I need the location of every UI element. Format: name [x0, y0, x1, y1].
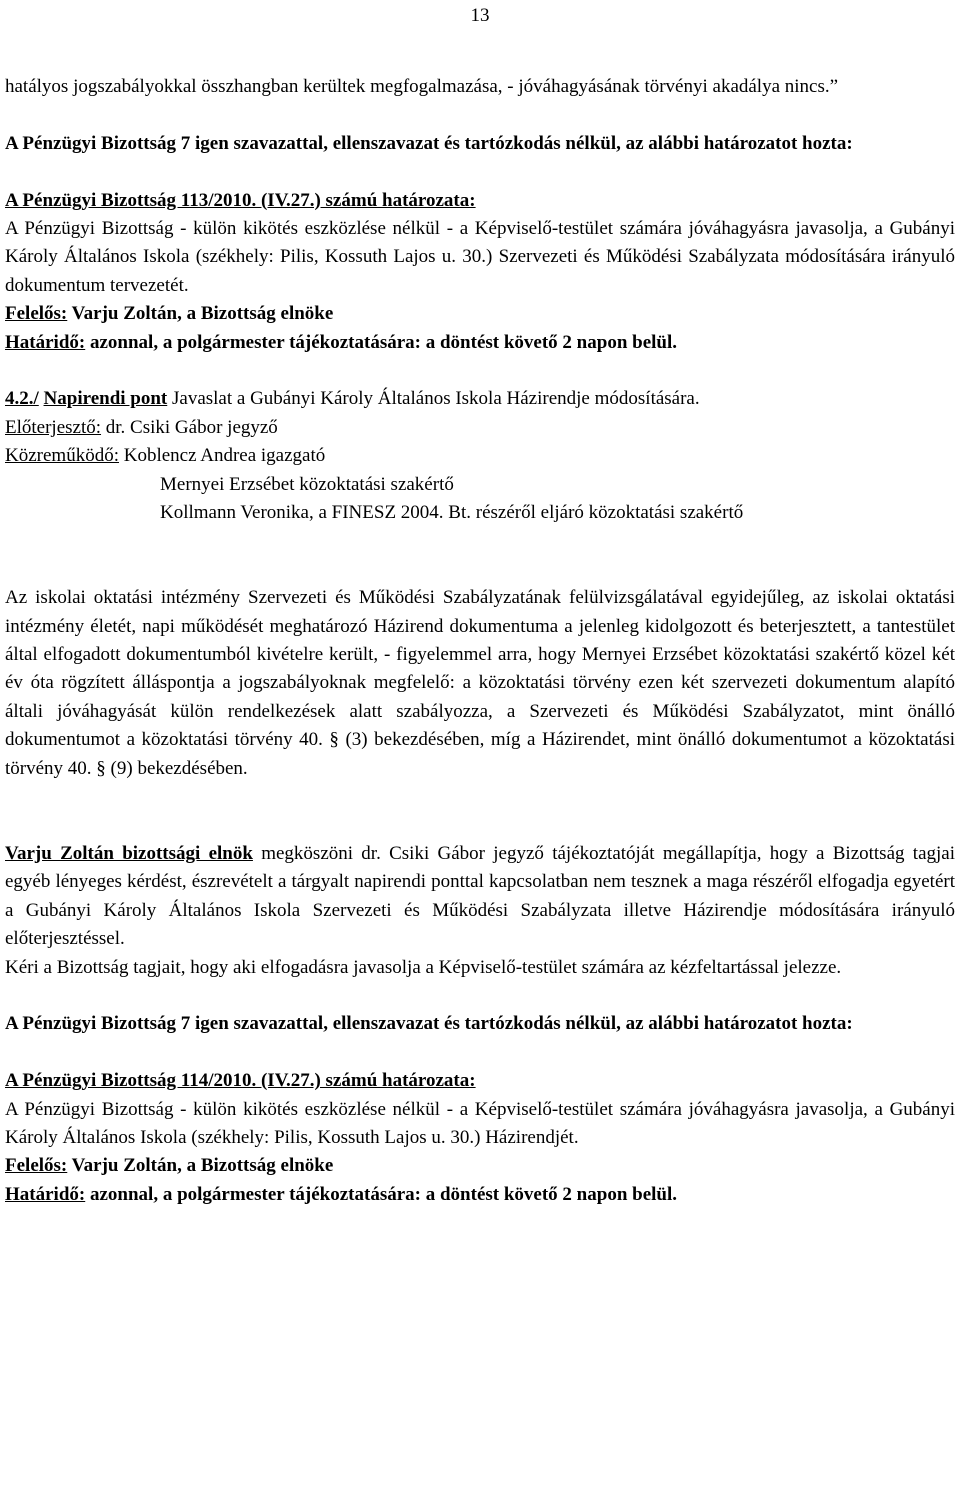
deadline-label: Határidő:: [5, 1183, 86, 1205]
deadline-label: Határidő:: [5, 331, 86, 353]
resolution-2-body: A Pénzügyi Bizottság - külön kikötés eszközlése nélkül - a Képviselő-testület számára jóváhagyásra javasolja, a Gubányi Károly Általános Iskola (székhely: Pilis, Kossuth Lajos u. 30.) Házirendjét.: [5, 1098, 955, 1148]
agenda-title: Javaslat a Gubányi Károly Általános Iskola Házirendje módosítására.: [167, 388, 700, 410]
contributor-label: Közreműködő:: [5, 445, 119, 467]
resolution-1-title: A Pénzügyi Bizottság 113/2010. (IV.27.) számú határozata:: [5, 189, 476, 211]
agenda-number: 4.2./: [5, 388, 39, 410]
chair-paragraph: [5, 840, 955, 954]
page-number: 13: [470, 5, 490, 26]
resolution-1-body: A Pénzügyi Bizottság - külön kikötés eszközlése nélkül - a Képviselő-testület számára jóváhagyásra javasolja, a Gubányi Károly Általános Iskola (székhely: Pilis, Kossuth Lajos u. 30.) Szervezeti és Működési Szabályzata módosítására irányuló dokumentum tervezetét.: [5, 218, 955, 296]
page-content: [5, 73, 955, 1209]
responsible-label: Felelős:: [5, 1155, 68, 1177]
contributor-line: [5, 442, 955, 470]
deadline-value: azonnal, a polgármester tájékoztatására: a döntést követő 2 napon belül.: [85, 1183, 678, 1205]
main-paragraph: Az iskolai oktatási intézmény Szervezeti és Működési Szabályzatának felülvizsgálatával egyidejűleg, az iskolai oktatási intézmény életét, napi működését meghatározó Házirend dokumentuma a jelenleg kidolgozott és beterjesztett, a tantestület által elfogadott dokumentumból kivételre került, - figyelemmel arra, hogy Mernyei Erzsébet közoktatási szakértő közel két év óta rögzített álláspontja a jogszabályoknak megfelelő: a közoktatási törvény ezen két szervezeti dokumentum alapító általi jóváhagyását külön rendelkezések alatt szabályozza, a Szervezeti és Működési Szabályzatot, mint önálló dokumentumot a közoktatási törvény 40. § (3) bekezdésében, míg a Házirendet, mint önálló dokumentumot a közoktatási törvény 40. § (9) bekezdésében.: [5, 587, 955, 779]
vote-statement-2: A Pénzügyi Bizottság 7 igen szavazattal, ellenszavazat és tartózkodás nélkül, az alábbi határozatot hozta:: [5, 1013, 853, 1035]
resolution-1-deadline: [5, 329, 955, 357]
responsible-value: Varju Zoltán, a Bizottság elnöke: [67, 1155, 334, 1177]
responsible-value: Varju Zoltán, a Bizottság elnöke: [67, 303, 334, 325]
deadline-value: azonnal, a polgármester tájékoztatására: a döntést követő 2 napon belül.: [85, 331, 678, 353]
resolution-2-title: A Pénzügyi Bizottság 114/2010. (IV.27.) számú határozata:: [5, 1070, 476, 1092]
presenter-label: Előterjesztő:: [5, 416, 102, 438]
chair-name: Varju Zoltán bizottsági elnök: [5, 842, 253, 864]
contributor-line-3: Kollmann Veronika, a FINESZ 2004. Bt. részéről eljáró közoktatási szakértő: [160, 502, 744, 524]
chair-request: Kéri a Bizottság tagjait, hogy aki elfogadásra javasolja a Képviselő-testület számára az kézfeltartással jelezze.: [5, 956, 842, 978]
presenter-value: dr. Csiki Gábor jegyző: [101, 416, 278, 438]
contributor-value: Koblencz Andrea igazgató: [118, 445, 326, 467]
chair-text: megköszöni dr. Csiki Gábor jegyző tájékoztatóját megállapítja, hogy a Bizottság tagjai egyéb lényeges kérdést, észrevételt a tárgyalt napirendi ponttal kapcsolatban nem tesznek a maga részéről elfogadja egyetért a Gubányi Károly Általános Iskola Szervezeti és Működési Szabályzata illetve Házirendje módosítására irányuló előterjesztéssel.: [5, 842, 955, 950]
presenter-line: [5, 414, 955, 442]
resolution-2-responsible: [5, 1152, 955, 1180]
responsible-label: Felelős:: [5, 303, 68, 325]
vote-statement-1: A Pénzügyi Bizottság 7 igen szavazattal, ellenszavazat és tartózkodás nélkül, az alábbi határozatot hozta:: [5, 132, 853, 154]
intro-paragraph: hatályos jogszabályokkal összhangban kerültek megfogalmazása, - jóváhagyásának törvényi akadálya nincs.”: [5, 76, 839, 97]
resolution-2-deadline: [5, 1181, 955, 1209]
resolution-1-responsible: [5, 300, 955, 328]
agenda-label: Napirendi pont: [43, 388, 168, 410]
agenda-item-heading: [5, 385, 955, 413]
contributor-line-2: Mernyei Erzsébet közoktatási szakértő: [160, 473, 454, 495]
